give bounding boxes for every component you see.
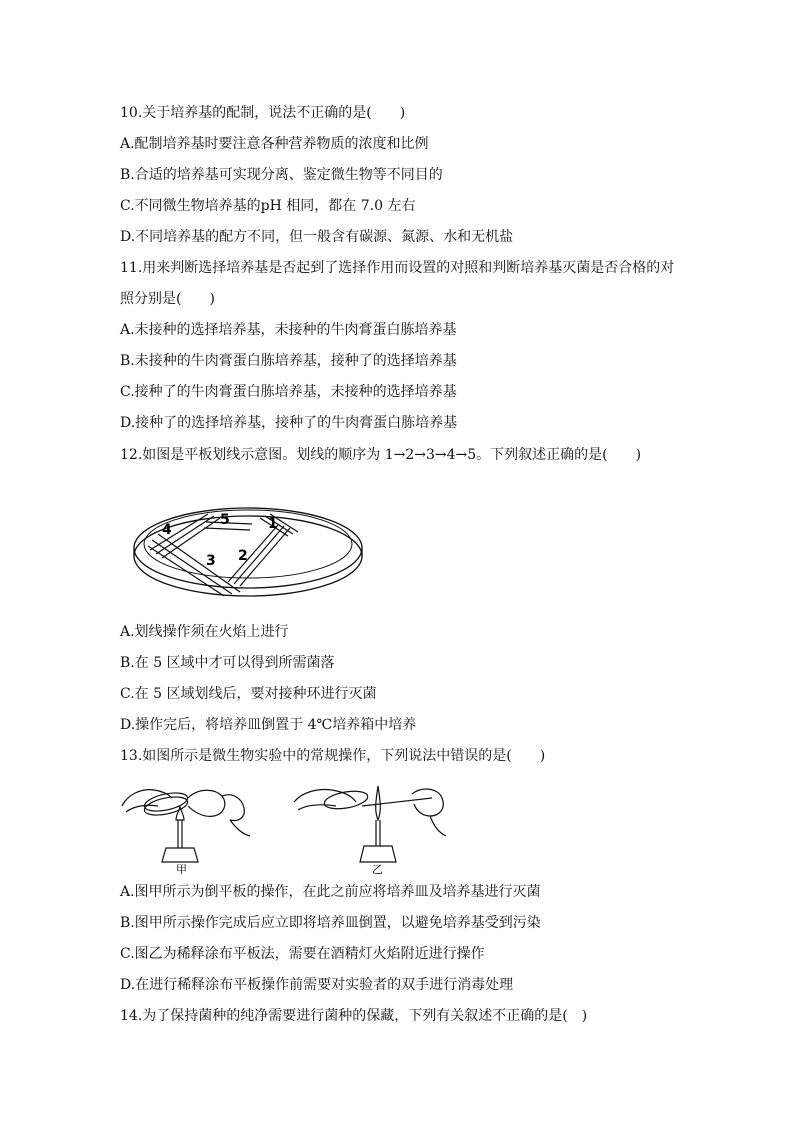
q12-stem: 12.如图是平板划线示意图。划线的顺序为 1→2→3→4→5。下列叙述正确的是( ): [120, 447, 642, 463]
streak-plate-figure: [120, 488, 380, 608]
q12-option-a: A.划线操作须在火焰上进行: [120, 624, 289, 640]
q13-option-a: A.图甲所示为倒平板的操作，在此之前应将培养皿及培养基进行灭菌: [120, 884, 541, 900]
q13-option-b: B.图甲所示操作完成后应立即将培养皿倒置，以避免培养基受到污染: [120, 915, 541, 931]
q11-option-b: B.未接种的牛肉膏蛋白胨培养基，接种了的选择培养基: [120, 353, 457, 369]
q12-option-c: C.在 5 区域划线后，要对接种环进行灭菌: [120, 686, 377, 702]
q12-option-b: B.在 5 区域中才可以得到所需菌落: [120, 655, 335, 671]
q10-stem: 10.关于培养基的配制，说法不正确的是( ): [120, 105, 406, 121]
q13-option-c: C.图乙为稀释涂布平板法，需要在酒精灯火焰附近进行操作: [120, 946, 485, 962]
streak-label-4: 4: [162, 522, 172, 538]
figure-jia-label: 甲: [176, 863, 187, 876]
streak-label-5: 5: [220, 512, 230, 528]
q13-stem: 13.如图所示是微生物实验中的常规操作，下列说法中错误的是( ): [120, 748, 546, 764]
q11-option-c: C.接种了的牛肉膏蛋白胨培养基，未接种的选择培养基: [120, 384, 457, 400]
figure-jia-pouring-plate: [118, 776, 258, 876]
q11-stem-line1: 11.用来判断选择培养基是否起到了选择作用而设置的对照和判断培养基灭菌是否合格的对: [120, 260, 675, 276]
streak-label-3: 3: [206, 553, 216, 569]
q10-option-d: D.不同培养基的配方不同，但一般含有碳源、氮源、水和无机盐: [120, 229, 514, 245]
figure-yi-label: 乙: [372, 863, 383, 876]
q14-stem: 14.为了保持菌种的纯净需要进行菌种的保藏，下列有关叙述不正确的是( ): [120, 1008, 588, 1024]
streak-label-1: 1: [268, 516, 278, 532]
q11-option-a: A.未接种的选择培养基，未接种的牛肉膏蛋白胨培养基: [120, 322, 457, 338]
q12-option-d: D.操作完后，将培养皿倒置于 4℃培养箱中培养: [120, 717, 417, 733]
q10-option-c: C.不同微生物培养基的pH 相同，都在 7.0 左右: [120, 198, 416, 214]
q11-stem-line2: 照分别是( ): [120, 291, 215, 307]
q10-option-a: A.配制培养基时要注意各种营养物质的浓度和比例: [120, 136, 429, 152]
streak-label-2: 2: [238, 548, 248, 564]
q10-option-b: B.合适的培养基可实现分离、鉴定微生物等不同目的: [120, 167, 443, 183]
q13-option-d: D.在进行稀释涂布平板操作前需要对实验者的双手进行消毒处理: [120, 977, 514, 993]
figure-yi-spreading: [292, 776, 452, 876]
q11-option-d: D.接种了的选择培养基，接种了的牛肉膏蛋白胨培养基: [120, 415, 458, 431]
